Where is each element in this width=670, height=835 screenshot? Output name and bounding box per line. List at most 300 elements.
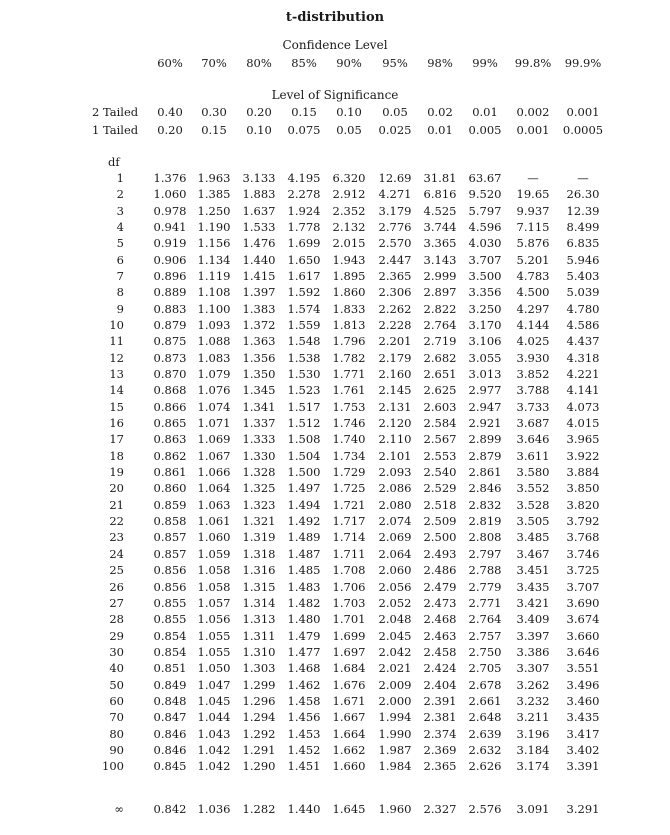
critical-value-cell: 1.330	[242, 448, 276, 463]
critical-value-cell: 1.512	[287, 416, 321, 431]
two-tailed-cell: 0.40	[157, 105, 183, 119]
df-cell: 2	[116, 187, 124, 202]
critical-value-cell: 2.639	[468, 726, 502, 741]
critical-value-cell: 0.879	[153, 318, 187, 333]
critical-value-cell: 2.021	[378, 661, 412, 676]
critical-value-cell: 1.303	[242, 661, 276, 676]
critical-value-cell: 2.201	[378, 334, 412, 349]
critical-value-cell: 2.846	[468, 481, 502, 496]
critical-value-cell: 1.778	[287, 220, 321, 235]
critical-value-cell: 1.734	[332, 448, 366, 463]
critical-value-cell: 1.076	[197, 383, 231, 398]
critical-value-cell: 1.717	[332, 514, 366, 529]
critical-value-cell: 1.250	[197, 203, 231, 218]
critical-value-cell: 1.044	[197, 710, 231, 725]
critical-value-cell: 3.402	[566, 742, 600, 757]
critical-value-cell: 1.660	[332, 759, 366, 774]
critical-value-cell: 1.296	[242, 693, 276, 708]
critical-value-cell: 1.497	[287, 481, 321, 496]
critical-value-cell: 3.417	[566, 726, 600, 741]
critical-value-cell: 2.086	[378, 481, 412, 496]
critical-value-cell: 5.797	[468, 203, 502, 218]
df-cell: 28	[109, 612, 124, 627]
critical-value-cell: 3.707	[468, 252, 502, 267]
critical-value-cell: 2.145	[378, 383, 412, 398]
critical-value-cell: 0.873	[153, 350, 187, 365]
critical-value-cell: 1.050	[197, 661, 231, 676]
critical-value-cell: 1.333	[242, 432, 276, 447]
critical-value-cell: 2.999	[423, 269, 457, 284]
critical-value-cell: 0.846	[153, 742, 187, 757]
critical-value-cell: 4.586	[566, 318, 600, 333]
critical-value-cell: 1.451	[287, 759, 321, 774]
critical-value-cell: 1.047	[197, 677, 231, 692]
critical-value-cell: 1.316	[242, 563, 276, 578]
critical-value-cell: 1.063	[197, 497, 231, 512]
critical-value-cell: 2.570	[378, 236, 412, 251]
critical-value-cell: 2.015	[332, 236, 366, 251]
critical-value-cell: 3.746	[566, 546, 600, 561]
critical-value-cell: 2.074	[378, 514, 412, 529]
critical-value-cell: 2.788	[468, 563, 502, 578]
critical-value-cell: 0.861	[153, 465, 187, 480]
critical-value-cell: 1.559	[287, 318, 321, 333]
critical-value-cell: 1.060	[197, 530, 231, 545]
critical-value-cell: 2.352	[332, 203, 366, 218]
critical-value-cell: 2.553	[423, 448, 457, 463]
df-cell: 30	[109, 644, 124, 659]
critical-value-cell: 2.060	[378, 563, 412, 578]
critical-value-cell: 1.313	[242, 612, 276, 627]
critical-value-cell: 1.761	[332, 383, 366, 398]
critical-value-cell: 2.447	[378, 252, 412, 267]
critical-value-cell: 3.460	[566, 693, 600, 708]
critical-value-cell: 1.282	[242, 802, 276, 816]
df-cell: 29	[109, 628, 124, 643]
critical-value-cell: 9.937	[516, 203, 550, 218]
critical-value-cell: 0.865	[153, 416, 187, 431]
one-tailed-label: 1 Tailed	[92, 123, 139, 137]
critical-value-cell: 2.719	[423, 334, 457, 349]
critical-value-cell: 1.337	[242, 416, 276, 431]
critical-value-cell: 3.792	[566, 514, 600, 529]
critical-value-cell: 3.496	[566, 677, 600, 692]
critical-value-cell: 4.015	[566, 416, 600, 431]
critical-value-cell: 2.540	[423, 465, 457, 480]
critical-value-cell: 1.043	[197, 726, 231, 741]
critical-value-cell: 2.764	[468, 612, 502, 627]
critical-value-cell: 0.851	[153, 661, 187, 676]
critical-value-cell: 1.504	[287, 448, 321, 463]
critical-value-cell: 0.856	[153, 579, 187, 594]
critical-value-cell: 1.440	[242, 252, 276, 267]
critical-value-cell: 2.661	[468, 693, 502, 708]
critical-value-cell: 1.314	[242, 595, 276, 610]
critical-value-cell: 1.924	[287, 203, 321, 218]
df-cell: 26	[109, 579, 124, 594]
significance-level-heading: Level of Significance	[271, 88, 399, 102]
critical-value-cell: 1.100	[197, 301, 231, 316]
critical-value-cell: 3.409	[516, 612, 550, 627]
critical-value-cell: 1.489	[287, 530, 321, 545]
critical-value-cell: 1.345	[242, 383, 276, 398]
critical-value-cell: 0.870	[153, 367, 187, 382]
critical-value-cell: 0.875	[153, 334, 187, 349]
critical-value-cell: 3.690	[566, 595, 600, 610]
critical-value-cell: 1.376	[153, 171, 187, 185]
critical-value-cell: 3.733	[516, 399, 550, 414]
critical-value-cell: 3.528	[516, 497, 550, 512]
critical-value-cell: 3.505	[516, 514, 550, 529]
critical-value-cell: 1.714	[332, 530, 366, 545]
critical-value-cell: 0.868	[153, 383, 187, 398]
critical-value-cell: 3.725	[566, 563, 600, 578]
one-tailed-cell: 0.075	[287, 123, 321, 137]
critical-value-cell: 2.764	[423, 318, 457, 333]
critical-value-cell: 1.456	[287, 710, 321, 725]
critical-value-cell: 1.592	[287, 285, 321, 300]
critical-value-cell: 1.517	[287, 399, 321, 414]
critical-value-cell: 1.771	[332, 367, 366, 382]
critical-value-cell: 3.580	[516, 465, 550, 480]
critical-value-cell: 3.687	[516, 416, 550, 431]
critical-value-cell: 3.930	[516, 350, 550, 365]
critical-value-cell: 1.706	[332, 579, 366, 594]
df-cell: 20	[109, 481, 124, 496]
two-tailed-cell: 0.001	[566, 105, 600, 119]
critical-value-cell: 0.857	[153, 530, 187, 545]
critical-value-cell: 2.861	[468, 465, 502, 480]
confidence-level-heading: Confidence Level	[282, 38, 388, 52]
df-cell: 15	[109, 399, 124, 414]
df-cell: 100	[102, 759, 124, 774]
critical-value-cell: 0.883	[153, 301, 187, 316]
critical-value-cell: 1.356	[242, 350, 276, 365]
critical-value-cell: 2.757	[468, 628, 502, 643]
critical-value-cell: 3.184	[516, 742, 550, 757]
critical-value-cell: 2.750	[468, 644, 502, 659]
critical-value-cell: 3.451	[516, 563, 550, 578]
critical-value-cell: 1.056	[197, 612, 231, 627]
critical-value-cell: 3.500	[468, 269, 502, 284]
critical-value-cell: 1.963	[197, 171, 231, 185]
critical-value-cell: 31.81	[423, 171, 457, 185]
confidence-level-cell: 90%	[336, 56, 362, 70]
critical-value-cell: 1.311	[242, 628, 276, 643]
critical-value-cell: 1.813	[332, 318, 366, 333]
critical-value-cell: 0.889	[153, 285, 187, 300]
critical-value-cell: 2.832	[468, 497, 502, 512]
critical-value-cell: 1.676	[332, 677, 366, 692]
critical-value-cell: 0.906	[153, 252, 187, 267]
critical-value-cell: 3.435	[566, 710, 600, 725]
critical-value-cell: 1.440	[287, 802, 321, 816]
critical-value-cell: 3.091	[516, 802, 550, 816]
critical-value-cell: 1.487	[287, 546, 321, 561]
critical-value-cell: 2.921	[468, 416, 502, 431]
critical-value-cell: 2.648	[468, 710, 502, 725]
df-cell: 80	[109, 726, 124, 741]
critical-value-cell: 2.365	[378, 269, 412, 284]
critical-value-cell: 2.042	[378, 644, 412, 659]
df-cell: 3	[116, 203, 124, 218]
critical-value-cell: 2.899	[468, 432, 502, 447]
critical-value-cell: 9.520	[468, 187, 502, 202]
critical-value-cell: 2.603	[423, 399, 457, 414]
critical-value-cell: 1.452	[287, 742, 321, 757]
critical-value-cell: 3.788	[516, 383, 550, 398]
critical-value-cell: 2.306	[378, 285, 412, 300]
critical-value-cell: 4.783	[516, 269, 550, 284]
critical-value-cell: 0.858	[153, 514, 187, 529]
critical-value-cell: 2.093	[378, 465, 412, 480]
critical-value-cell: 3.397	[516, 628, 550, 643]
df-cell: 23	[109, 530, 124, 545]
critical-value-cell: 1.119	[197, 269, 231, 284]
df-cell: 10	[109, 318, 124, 333]
critical-value-cell: 1.530	[287, 367, 321, 382]
critical-value-cell: 3.170	[468, 318, 502, 333]
critical-value-cell: 5.876	[516, 236, 550, 251]
critical-value-cell: 1.042	[197, 759, 231, 774]
critical-value-cell: 6.320	[332, 171, 366, 185]
critical-value-cell: 1.321	[242, 514, 276, 529]
critical-value-cell: 2.056	[378, 579, 412, 594]
critical-value-cell: 1.701	[332, 612, 366, 627]
critical-value-cell: 2.369	[423, 742, 457, 757]
critical-value-cell: 3.707	[566, 579, 600, 594]
critical-value-cell: —	[577, 171, 589, 185]
critical-value-cell: 3.391	[566, 759, 600, 774]
critical-value-cell: 1.697	[332, 644, 366, 659]
df-cell: 19	[109, 465, 124, 480]
critical-value-cell: 0.848	[153, 693, 187, 708]
critical-value-cell: 1.492	[287, 514, 321, 529]
critical-value-cell: 2.479	[423, 579, 457, 594]
critical-value-cell: 1.350	[242, 367, 276, 382]
critical-value-cell: 3.852	[516, 367, 550, 382]
confidence-level-cell: 99.9%	[564, 56, 602, 70]
critical-value-cell: 19.65	[516, 187, 550, 202]
critical-value-cell: 1.796	[332, 334, 366, 349]
critical-value-cell: 3.250	[468, 301, 502, 316]
critical-value-cell: 3.850	[566, 481, 600, 496]
critical-value-cell: 3.356	[468, 285, 502, 300]
critical-value-cell: 2.132	[332, 220, 366, 235]
df-cell: 7	[116, 269, 124, 284]
critical-value-cell: 0.855	[153, 595, 187, 610]
critical-value-cell: 1.325	[242, 481, 276, 496]
critical-value-cell: 1.058	[197, 579, 231, 594]
critical-value-cell: 6.835	[566, 236, 600, 251]
critical-value-cell: 1.684	[332, 661, 366, 676]
critical-value-cell: 1.538	[287, 350, 321, 365]
critical-value-cell: 2.391	[423, 693, 457, 708]
critical-value-cell: 1.372	[242, 318, 276, 333]
critical-value-cell: 2.463	[423, 628, 457, 643]
confidence-level-cell: 98%	[427, 56, 453, 70]
df-cell: 8	[116, 285, 124, 300]
critical-value-cell: 2.977	[468, 383, 502, 398]
critical-value-cell: 1.290	[242, 759, 276, 774]
critical-value-cell: 1.711	[332, 546, 366, 561]
critical-value-cell: 2.009	[378, 677, 412, 692]
critical-value-cell: 1.699	[287, 236, 321, 251]
critical-value-cell: 2.045	[378, 628, 412, 643]
df-cell: 21	[109, 497, 124, 512]
critical-value-cell: 1.341	[242, 399, 276, 414]
critical-value-cell: 1.494	[287, 497, 321, 512]
one-tailed-cell: 0.001	[516, 123, 550, 137]
critical-value-cell: 3.646	[566, 644, 600, 659]
confidence-level-cell: 99%	[472, 56, 498, 70]
critical-value-cell: 2.682	[423, 350, 457, 365]
critical-value-cell: 1.725	[332, 481, 366, 496]
critical-value-cell: 12.39	[566, 203, 600, 218]
critical-value-cell: 1.462	[287, 677, 321, 692]
critical-value-cell: 1.637	[242, 203, 276, 218]
critical-value-cell: 3.262	[516, 677, 550, 692]
critical-value-cell: 2.625	[423, 383, 457, 398]
critical-value-cell: 3.768	[566, 530, 600, 545]
critical-value-cell: 4.318	[566, 350, 600, 365]
critical-value-cell: 1.458	[287, 693, 321, 708]
df-cell: 9	[116, 301, 124, 316]
critical-value-cell: 2.228	[378, 318, 412, 333]
critical-value-cell: 1.328	[242, 465, 276, 480]
page-title: t-distribution	[285, 10, 385, 25]
one-tailed-cell: 0.0005	[562, 123, 604, 137]
critical-value-cell: 1.067	[197, 448, 231, 463]
critical-value-cell: 0.941	[153, 220, 187, 235]
critical-value-cell: 3.820	[566, 497, 600, 512]
df-cell: 17	[109, 432, 124, 447]
critical-value-cell: 2.131	[378, 399, 412, 414]
critical-value-cell: 1.319	[242, 530, 276, 545]
critical-value-cell: 1.485	[287, 563, 321, 578]
critical-value-cell: 1.057	[197, 595, 231, 610]
critical-value-cell: 3.435	[516, 579, 550, 594]
critical-value-cell: 1.093	[197, 318, 231, 333]
df-cell: 90	[109, 742, 124, 757]
critical-value-cell: 2.947	[468, 399, 502, 414]
critical-value-cell: 2.404	[423, 677, 457, 692]
critical-value-cell: 0.978	[153, 203, 187, 218]
critical-value-cell: 1.708	[332, 563, 366, 578]
critical-value-cell: 2.381	[423, 710, 457, 725]
critical-value-cell: 3.744	[423, 220, 457, 235]
critical-value-cell: 1.069	[197, 432, 231, 447]
critical-value-cell: 3.674	[566, 612, 600, 627]
critical-value-cell: 1.299	[242, 677, 276, 692]
critical-value-cell: 0.863	[153, 432, 187, 447]
critical-value-cell: 2.365	[423, 759, 457, 774]
critical-value-cell: 1.383	[242, 301, 276, 316]
critical-value-cell: 1.060	[153, 187, 187, 202]
critical-value-cell: 1.190	[197, 220, 231, 235]
critical-value-cell: 1.453	[287, 726, 321, 741]
critical-value-cell: 1.397	[242, 285, 276, 300]
one-tailed-cell: 0.01	[427, 123, 453, 137]
critical-value-cell: 1.045	[197, 693, 231, 708]
df-cell: 24	[109, 546, 124, 561]
critical-value-cell: 2.822	[423, 301, 457, 316]
critical-value-cell: 1.476	[242, 236, 276, 251]
df-cell: 18	[109, 448, 124, 463]
critical-value-cell: 1.323	[242, 497, 276, 512]
critical-value-cell: 2.160	[378, 367, 412, 382]
critical-value-cell: 1.468	[287, 661, 321, 676]
two-tailed-cell: 0.05	[382, 105, 408, 119]
critical-value-cell: 4.271	[378, 187, 412, 202]
critical-value-cell: 2.080	[378, 497, 412, 512]
critical-value-cell: 0.862	[153, 448, 187, 463]
critical-value-cell: 2.458	[423, 644, 457, 659]
critical-value-cell: 2.179	[378, 350, 412, 365]
critical-value-cell: 1.083	[197, 350, 231, 365]
critical-value-cell: 1.079	[197, 367, 231, 382]
critical-value-cell: 1.058	[197, 563, 231, 578]
df-cell: 11	[109, 334, 124, 349]
two-tailed-cell: 0.10	[336, 105, 362, 119]
critical-value-cell: 2.678	[468, 677, 502, 692]
confidence-level-cell: 70%	[201, 56, 227, 70]
confidence-level-cell: 85%	[291, 56, 317, 70]
confidence-level-cell: 99.8%	[514, 56, 552, 70]
critical-value-cell: 3.660	[566, 628, 600, 643]
df-cell: 1	[116, 171, 124, 185]
critical-value-cell: 1.883	[242, 187, 276, 202]
df-cell: 70	[109, 710, 124, 725]
critical-value-cell: 0.857	[153, 546, 187, 561]
df-cell: 40	[109, 661, 124, 676]
critical-value-cell: 1.134	[197, 252, 231, 267]
critical-value-cell: 2.424	[423, 661, 457, 676]
critical-value-cell: 1.833	[332, 301, 366, 316]
df-cell: 25	[109, 563, 124, 578]
critical-value-cell: 1.071	[197, 416, 231, 431]
df-cell: 6	[116, 252, 124, 267]
critical-value-cell: 1.061	[197, 514, 231, 529]
df-cell: 5	[116, 236, 124, 251]
critical-value-cell: 1.650	[287, 252, 321, 267]
critical-value-cell: 1.477	[287, 644, 321, 659]
critical-value-cell: 0.854	[153, 628, 187, 643]
critical-value-cell: 1.617	[287, 269, 321, 284]
critical-value-cell: 1.533	[242, 220, 276, 235]
two-tailed-cell: 0.01	[472, 105, 498, 119]
confidence-level-cell: 60%	[157, 56, 183, 70]
critical-value-cell: 1.055	[197, 644, 231, 659]
critical-value-cell: 2.110	[378, 432, 412, 447]
critical-value-cell: 0.849	[153, 677, 187, 692]
critical-value-cell: 3.179	[378, 203, 412, 218]
critical-value-cell: 3.485	[516, 530, 550, 545]
one-tailed-cell: 0.025	[378, 123, 412, 137]
critical-value-cell: —	[527, 171, 539, 185]
critical-value-cell: 1.066	[197, 465, 231, 480]
critical-value-cell: 0.842	[153, 802, 187, 816]
critical-value-cell: 3.365	[423, 236, 457, 251]
critical-value-cell: 8.499	[566, 220, 600, 235]
critical-value-cell: 0.896	[153, 269, 187, 284]
critical-value-cell: 0.854	[153, 644, 187, 659]
critical-value-cell: 3.552	[516, 481, 550, 496]
critical-value-cell: 2.052	[378, 595, 412, 610]
critical-value-cell: 1.943	[332, 252, 366, 267]
critical-value-cell: 2.000	[378, 693, 412, 708]
critical-value-cell: 1.987	[378, 742, 412, 757]
